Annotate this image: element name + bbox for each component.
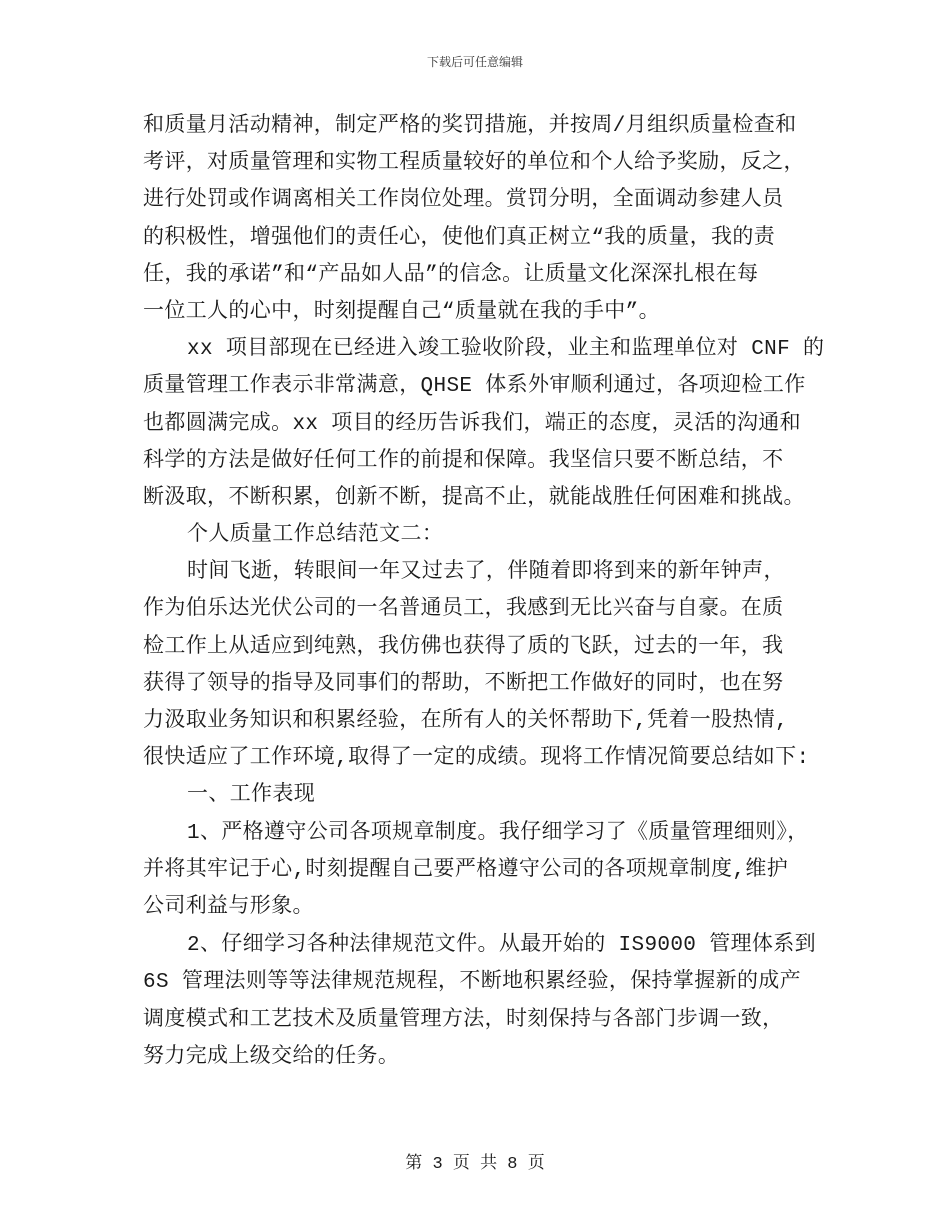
text-line: 并将其牢记于心,时刻提醒自己要严格遵守公司的各项规章制度,维护 [143,858,789,882]
text-line: 力汲取业务知识和积累经验，在所有人的关怀帮助下,凭着一股热情, [143,710,789,733]
paragraph-start-line: 时间飞逝，转眼间一年又过去了，伴随着即将到来的新年钟声， [187,561,785,585]
list-item-start-line: 1、严格遵守公司各项规章制度。我仔细学习了《质量管理细则》， [187,821,809,845]
text-line: 的积极性，增强他们的责任心，使他们真正树立“我的质量，我的责 [143,226,776,250]
text-line: 科学的方法是做好任何工作的前提和保障。我坚信只要不断总结，不 [143,449,784,473]
list-item-start-line: 2、仔细学习各种法律规范文件。从最开始的 IS9000 管理体系到 [187,934,816,958]
subsection-heading: 一、工作表现 [187,784,316,808]
text-line: 作为伯乐达光伏公司的一名普通员工，我感到无比兴奋与自豪。在质 [143,598,784,622]
text-line: 考评，对质量管理和实物工程质量较好的单位和个人给予奖励，反之， [143,152,805,176]
body-text [143,108,843,1076]
section-title: 个人质量工作总结范文二： [187,524,444,548]
text-line: 调度模式和工艺技术及质量管理方法，时刻保持与各部门步调一致， [143,1008,784,1032]
paragraph-start-line: xx 项目部现在已经进入竣工验收阶段，业主和监理单位对 CNF 的 [187,338,825,362]
text-line: 进行处罚或作调离相关工作岗位处理。赏罚分明，全面调动参建人员 [143,189,784,213]
text-line: 任，我的承诺”和“产品如人品”的信念。让质量文化深深扎根在每 [143,263,759,287]
text-line: 断汲取，不断积累，创新不断，提高不止，就能战胜任何困难和挑战。 [143,486,805,510]
text-line: 一位工人的心中，时刻提醒自己“质量就在我的手中”。 [143,300,660,324]
text-line: 获得了领导的指导及同事们的帮助，不断把工作做好的同时，也在努 [143,672,784,696]
page-number-footer: 第 3 页 共 8 页 [405,1155,545,1174]
text-line: 检工作上从适应到纯熟，我仿佛也获得了质的飞跃，过去的一年，我 [143,635,784,659]
text-line: 努力完成上级交给的任务。 [143,1045,400,1069]
page-header: 下载后可任意编辑 [426,55,523,69]
text-line: 公司利益与形象。 [143,895,314,919]
text-line: 质量管理工作表示非常满意，QHSE 体系外审顺利通过，各项迎检工作 [143,375,806,399]
text-line: 也都圆满完成。xx 项目的经历告诉我们，端正的态度，灵活的沟通和 [143,412,802,436]
text-line: 6S 管理法则等等法律规范规程，不断地积累经验，保持掌握新的成产 [143,971,802,995]
text-line: 和质量月活动精神，制定严格的奖罚措施，并按周/月组织质量检查和 [143,115,797,138]
text-line: 很快适应了工作环境,取得了一定的成绩。现将工作情况简要总结如下: [143,747,810,771]
